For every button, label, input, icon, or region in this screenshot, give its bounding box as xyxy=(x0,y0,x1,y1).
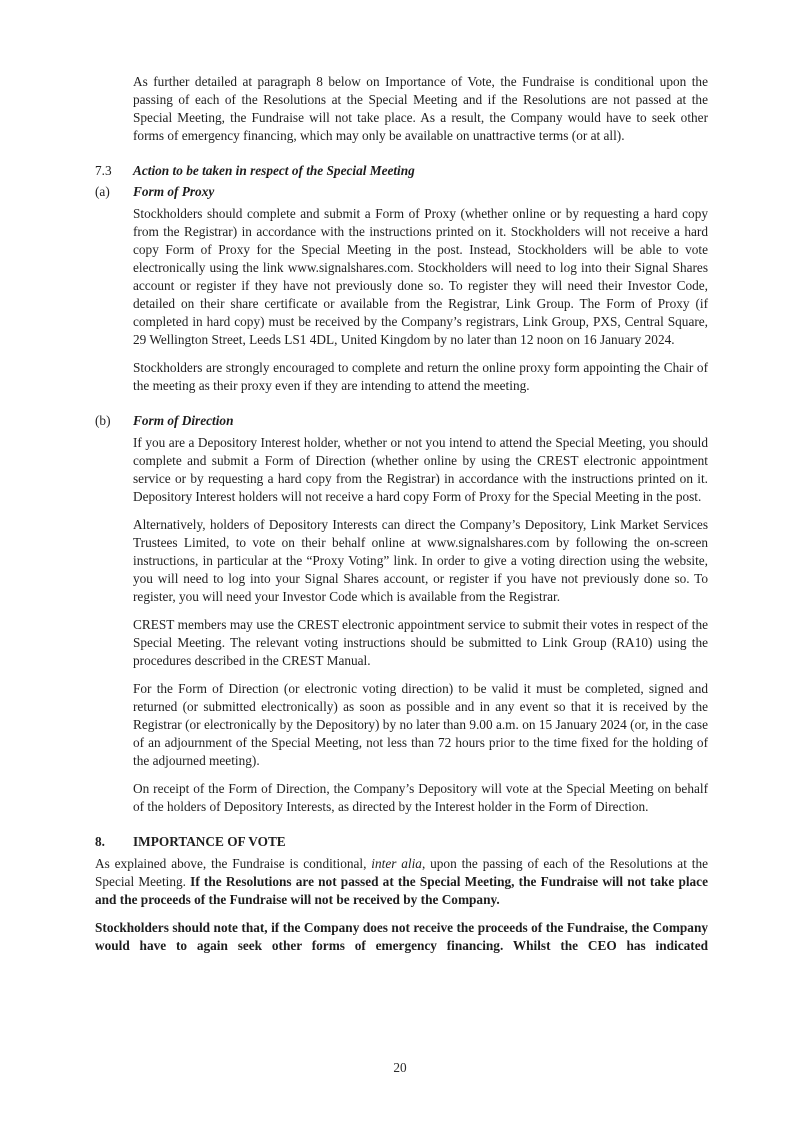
paragraph-text xyxy=(95,919,708,955)
text-run: CREST members may use the CREST electronic appointment service to submit their votes in respect of the Special Meeting. The relevant voting instructions should be submitted to Link Group (RA10) using the procedures described in the CREST Manual. xyxy=(133,617,708,668)
heading-b-form-of-direction xyxy=(95,412,708,430)
text-run: Form of Proxy xyxy=(133,184,215,199)
paragraph-text xyxy=(133,516,708,606)
text-run: , upon the passing of each of the Resolutions at the Special Meeting. xyxy=(95,856,709,889)
form-of-proxy-paragraph-2 xyxy=(133,359,708,395)
text-run: Action to be taken in respect of the Special Meeting xyxy=(133,163,415,178)
heading-text xyxy=(133,162,708,180)
form-of-direction-paragraph-5 xyxy=(133,780,708,816)
paragraph-text xyxy=(133,73,708,145)
paragraph-text xyxy=(133,616,708,670)
form-of-direction-paragraph-4 xyxy=(133,680,708,770)
paragraph-text xyxy=(133,780,708,816)
importance-of-vote-paragraph-2 xyxy=(95,919,708,955)
text-run: On receipt of the Form of Direction, the Company’s Depository will vote at the Special Meeting on behalf of the holders of Depository Interests, as directed by the Interest holder in the Form of Direction. xyxy=(133,781,708,814)
text-run: IMPORTANCE OF VOTE xyxy=(133,834,286,849)
text-run: Stockholders should complete and submit a Form of Proxy (whether online or by requesting a hard copy from the Registrar) in accordance with the instructions printed on it. Stockholders will not receive a hard copy Form of Proxy for the Special Meeting in the post. Instead, Stockholders will be able to vote electronically using the link www.signalshares.com. Stockholders will need to log into their Signal Shares account or register if they have not previously done so. To register they will need their Investor Code, detailed on their share certificate or available from the Registrar, Link Group. The Form of Proxy (if completed in hard copy) must be received by the Company’s registrars, Link Group, PXS, Central Square, 29 Wellington Street, Leeds LS1 4DL, United Kingdom by no later than 12 noon on 16 January 2024. xyxy=(133,206,708,347)
heading-7-3-action-to-be-taken xyxy=(95,162,708,180)
document-body xyxy=(95,73,708,955)
form-of-direction-paragraph-1 xyxy=(133,434,708,506)
text-run: If the Resolutions are not passed at the Special Meeting, the Fundraise will not take place and the proceeds of the Fundraise will not be received by the Company. xyxy=(95,874,708,907)
paragraph-text xyxy=(133,359,708,395)
paragraph-text xyxy=(133,205,708,349)
text-run: Stockholders are strongly encouraged to complete and return the online proxy form appointing the Chair of the meeting as their proxy even if they are intending to attend the meeting. xyxy=(133,360,708,393)
paragraph-text xyxy=(133,680,708,770)
heading-text xyxy=(133,833,708,851)
text-run: As further detailed at paragraph 8 below on Importance of Vote, the Fundraise is conditional upon the passing of each of the Resolutions at the Special Meeting and if the Resolutions are not passed at the Special Meeting, the Fundraise will not take place. As a result, the Company would have to seek other forms of emergency financing, which may only be available on unattractive terms (or at all). xyxy=(133,74,708,143)
paragraph-text xyxy=(133,434,708,506)
heading-8-importance-of-vote xyxy=(95,833,708,851)
text-run: inter alia xyxy=(371,856,422,871)
text-run: Alternatively, holders of Depository Interests can direct the Company’s Depository, Link Market Services Trustees Limited, to vote on their behalf online at www.signalshares.com by following the on-screen instructions, in particular at the “Proxy Voting” link. In order to give a voting direction using the website, you will need to log into your Signal Shares account, or register if you have not previously done so. To register, you will need your Investor Code which is available from the Registrar. xyxy=(133,517,708,604)
text-run: For the Form of Direction (or electronic voting direction) to be valid it must be completed, signed and returned (or submitted electronically) as soon as possible and in any event so that it is received by the Registrar (or electronically by the Depository) by no later than 9.00 a.m. on 15 January 2024 (or, in the case of an adjournment of the Special Meeting, not less than 72 hours prior to the time fixed for the holding of the adjourned meeting). xyxy=(133,681,708,768)
intro-paragraph xyxy=(133,73,708,145)
text-run: Stockholders should note that, if the Company does not receive the proceeds of the Fundraise, the Company would have to again seek other forms of emergency financing. Whilst the CEO has indicated xyxy=(95,920,708,953)
form-of-proxy-paragraph-1 xyxy=(133,205,708,349)
heading-a-form-of-proxy xyxy=(95,183,708,201)
section-label: 7.3 xyxy=(95,163,112,178)
text-run: Form of Direction xyxy=(133,413,234,428)
importance-of-vote-paragraph-1 xyxy=(95,855,708,909)
section-label: (b) xyxy=(95,413,111,428)
section-label: 8. xyxy=(95,834,105,849)
form-of-direction-paragraph-3 xyxy=(133,616,708,670)
section-label: (a) xyxy=(95,184,110,199)
text-run: If you are a Depository Interest holder, whether or not you intend to attend the Special Meeting, you should complete and submit a Form of Direction (whether online by using the CREST electronic appointment service or by requesting a hard copy from the Registrar) in accordance with the instructions printed on it. Depository Interest holders will not receive a hard copy Form of Proxy for the Special Meeting in the post. xyxy=(133,435,708,504)
text-run: As explained above, the Fundraise is conditional, xyxy=(95,856,372,871)
form-of-direction-paragraph-2 xyxy=(133,516,708,606)
heading-text xyxy=(133,412,708,430)
page-number: 20 xyxy=(393,1060,407,1075)
heading-text xyxy=(133,183,708,201)
paragraph-text xyxy=(95,855,708,909)
